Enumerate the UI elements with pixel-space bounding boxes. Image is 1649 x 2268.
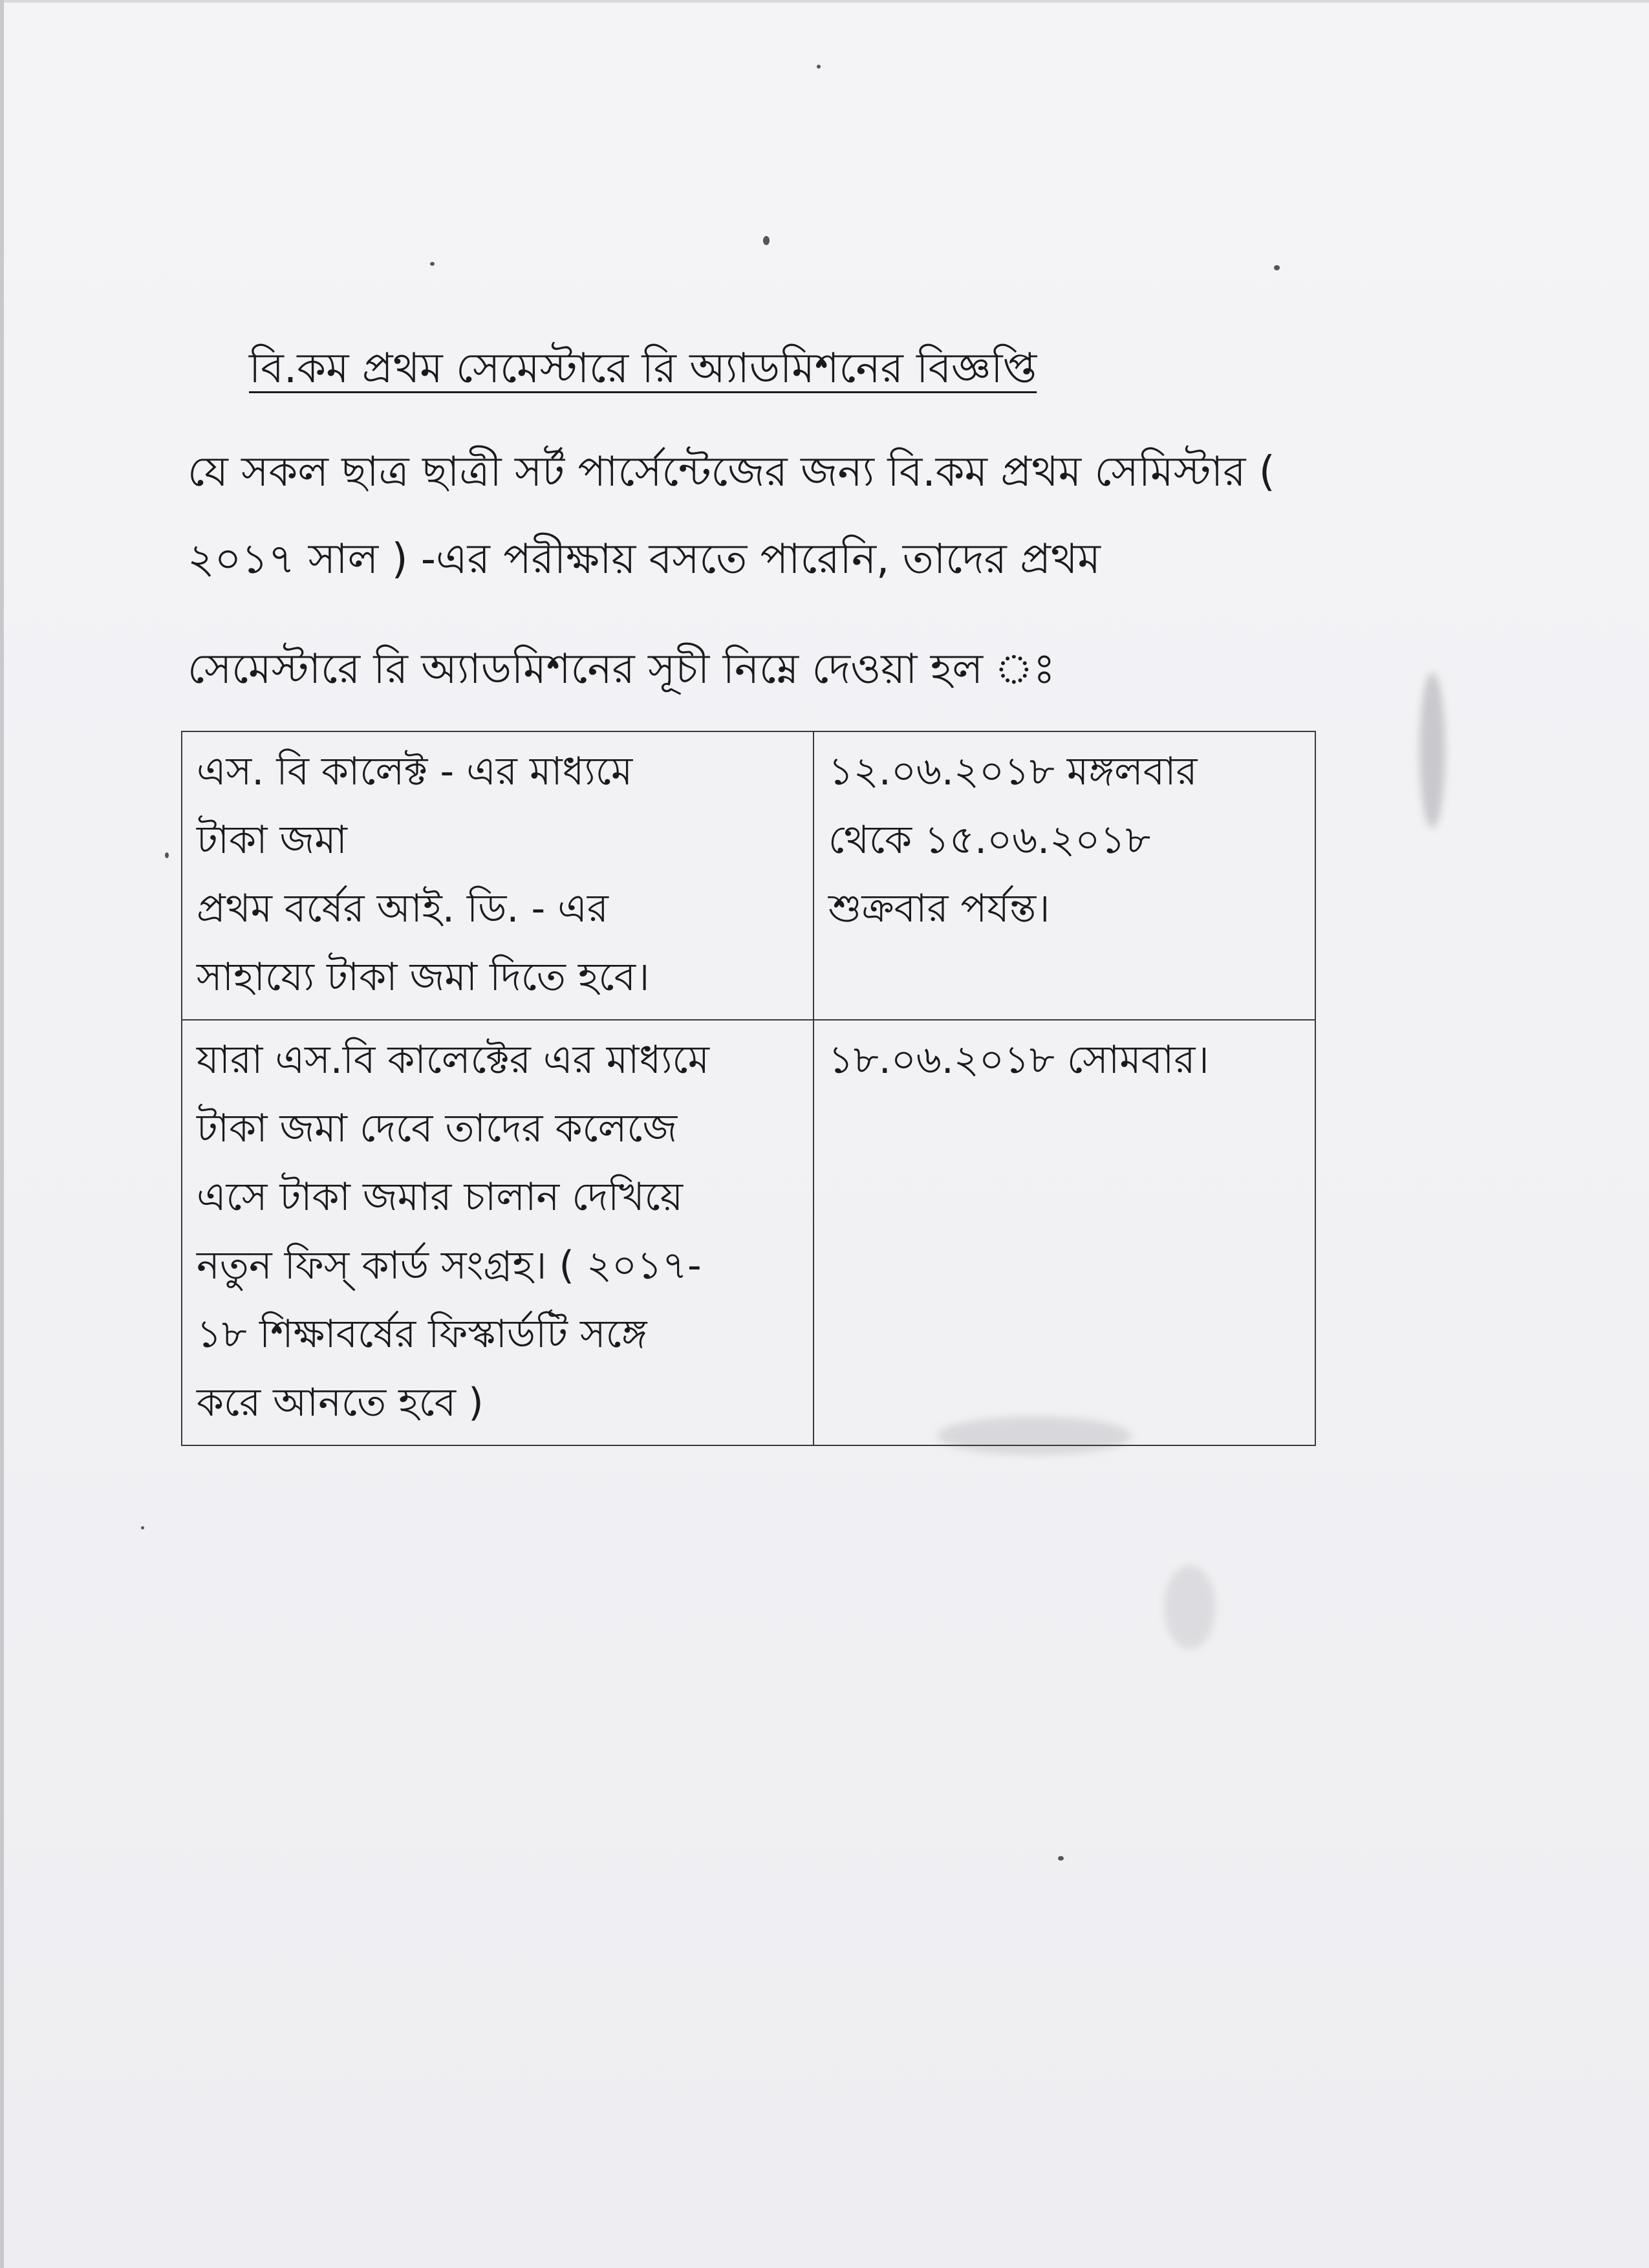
scan-speck [1274, 265, 1280, 270]
task-cell [182, 731, 814, 1020]
date-line: ১৮.০৬.২০১৮ সোমবার। [828, 1037, 1209, 1083]
scan-speck [817, 65, 821, 69]
task-line: প্রথম বর্ষের আই. ডি. - এর [197, 886, 609, 931]
notice-title: বি.কম প্রথম সেমেস্টারে রি অ্যাডমিশনের বিজ্ঞপ্তি [249, 345, 1037, 393]
date-cell [814, 1020, 1315, 1445]
notice-paragraph-line-1: যে সকল ছাত্র ছাত্রী সর্ট পার্সেন্টেজের জন্য বি.কম প্রথম সেমিস্টার ( [188, 448, 1275, 496]
scan-smudge [1164, 1565, 1216, 1649]
task-cell [182, 1020, 814, 1445]
task-line: টাকা জমা দেবে তাদের কলেজে [197, 1106, 678, 1151]
table-row [182, 731, 1315, 1020]
notice-paragraph-line-2: ২০১৭ সাল ) -এর পরীক্ষায় বসতে পারেনি, তাদের প্রথম [188, 535, 1101, 583]
scan-speck [763, 236, 770, 245]
date-line: থেকে ১৫.০৬.২০১৮ [828, 817, 1151, 863]
task-line: যারা এস.বি কালেক্টের এর মাধ্যমে [197, 1037, 709, 1083]
date-line: শুক্রবার পর্যন্ত। [828, 886, 1050, 931]
scan-speck [1058, 1856, 1064, 1861]
page-left-edge [0, 0, 4, 2268]
task-line: নতুন ফিস্ কার্ড সংগ্রহ। ( ২০১৭- [197, 1243, 702, 1288]
task-line: এসে টাকা জমার চালান দেখিয়ে [197, 1174, 684, 1220]
date-line: ১২.০৬.২০১৮ মঙ্গলবার [828, 749, 1198, 794]
scan-speck [165, 852, 169, 858]
schedule-table [181, 731, 1316, 1446]
page-top-edge [0, 0, 1649, 3]
task-line: করে আনতে হবে ) [197, 1380, 484, 1425]
date-cell [814, 731, 1315, 1020]
table-row [182, 1020, 1315, 1445]
task-line: টাকা জমা [197, 817, 347, 863]
scan-speck [141, 1526, 144, 1529]
task-line: এস. বি কালেক্ট - এর মাধ্যমে [197, 749, 633, 794]
task-line: সাহায্যে টাকা জমা দিতে হবে। [197, 955, 650, 1000]
scan-smudge [1419, 673, 1445, 828]
scan-speck [430, 262, 435, 266]
task-line: ১৮ শিক্ষাবর্ষের ফিস্কার্ডটি সঙ্গে [197, 1312, 647, 1357]
notice-paragraph-line-3: সেমেস্টারে রি অ্যাডমিশনের সূচী নিম্নে দেওয়া হল ঃ [188, 645, 1055, 693]
